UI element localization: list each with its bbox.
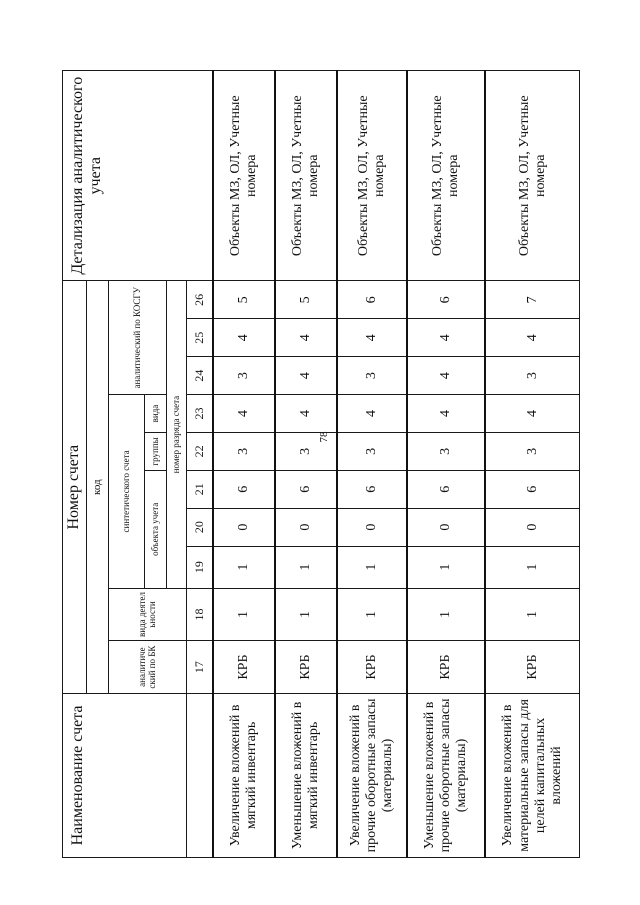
cell-21: 6: [275, 470, 337, 508]
cell-25: 4: [337, 319, 407, 357]
empty-cell: [187, 693, 213, 857]
row-detail: Объекты МЗ, ОЛ, Учетные номера: [275, 71, 337, 281]
cell-19: 1: [213, 546, 275, 588]
cell-17: КРБ: [337, 641, 407, 694]
cell-20: 0: [337, 508, 407, 546]
header-account-number: Номер счета: [63, 281, 87, 693]
cell-24: 3: [337, 357, 407, 395]
header-code: код: [87, 281, 109, 693]
cell-22: 3: [485, 432, 579, 470]
row-detail: Объекты МЗ, ОЛ, Учетные номера: [407, 71, 485, 281]
cell-21: 6: [485, 470, 579, 508]
digit-19: 19: [187, 546, 213, 588]
header-synthetic: синтетического счета: [109, 395, 145, 589]
table-row: [213, 71, 275, 858]
cell-24: 3: [213, 357, 275, 395]
cell-19: 1: [485, 546, 579, 588]
cell-18: 1: [275, 588, 337, 641]
cell-23: 4: [213, 395, 275, 433]
cell-20: 0: [407, 508, 485, 546]
table-row: [337, 71, 407, 858]
digit-25: 25: [187, 319, 213, 357]
cell-22: 3: [275, 432, 337, 470]
cell-26: 5: [213, 281, 275, 319]
cell-25: 4: [213, 319, 275, 357]
header-activity-type: вида деятел ьности: [109, 588, 187, 641]
cell-21: 6: [337, 470, 407, 508]
header-kind: вида: [145, 395, 167, 433]
digit-23: 23: [187, 395, 213, 433]
cell-26: 7: [485, 281, 579, 319]
page-number: 78: [318, 431, 330, 443]
table-row: [485, 71, 579, 858]
cell-23: 4: [337, 395, 407, 433]
header-group: группы: [145, 432, 167, 470]
row-name: Уменьшение вложений в прочие оборотные запасы (материалы): [407, 693, 485, 857]
row-detail: Объекты МЗ, ОЛ, Учетные номера: [213, 71, 275, 281]
cell-17: КРБ: [213, 641, 275, 694]
row-name: Уменьшение вложений в мягкий инвентарь: [275, 693, 337, 857]
cell-23: 4: [485, 395, 579, 433]
cell-19: 1: [275, 546, 337, 588]
cell-25: 4: [485, 319, 579, 357]
header-account-object: объекта учета: [145, 470, 167, 588]
cell-18: 1: [337, 588, 407, 641]
digit-24: 24: [187, 357, 213, 395]
row-name: Увеличение вложений в мягкий инвентарь: [213, 693, 275, 857]
header-detail: Детализация аналитического учета: [63, 71, 213, 281]
cell-22: 3: [337, 432, 407, 470]
table-row: [407, 71, 485, 858]
header-analytic-bk: аналитиче ский по БК: [109, 641, 187, 694]
cell-18: 1: [407, 588, 485, 641]
cell-24: 4: [407, 357, 485, 395]
header-analytic-kosgu: аналитический по КОСГУ: [109, 281, 167, 395]
cell-24: 3: [485, 357, 579, 395]
rotated-table-container: [62, 70, 580, 858]
cell-17: КРБ: [485, 641, 579, 694]
cell-26: 5: [275, 281, 337, 319]
header-account-name: Наименование счета: [63, 693, 187, 857]
header-digit-number: номер разряда счета: [167, 281, 187, 588]
digit-26: 26: [187, 281, 213, 319]
cell-23: 4: [407, 395, 485, 433]
cell-22: 3: [213, 432, 275, 470]
cell-17: КРБ: [275, 641, 337, 694]
cell-21: 6: [407, 470, 485, 508]
digit-18: 18: [187, 588, 213, 641]
accounts-table: [62, 70, 580, 858]
digit-17: 17: [187, 641, 213, 694]
row-name: Увеличение вложений в материальные запасы для целей капитальных вложений: [485, 693, 579, 857]
cell-26: 6: [407, 281, 485, 319]
cell-19: 1: [407, 546, 485, 588]
cell-21: 6: [213, 470, 275, 508]
cell-22: 3: [407, 432, 485, 470]
digit-20: 20: [187, 508, 213, 546]
cell-20: 0: [485, 508, 579, 546]
cell-24: 4: [275, 357, 337, 395]
cell-25: 4: [275, 319, 337, 357]
cell-20: 0: [275, 508, 337, 546]
row-detail: Объекты МЗ, ОЛ, Учетные номера: [485, 71, 579, 281]
cell-26: 6: [337, 281, 407, 319]
cell-23: 4: [275, 395, 337, 433]
cell-19: 1: [337, 546, 407, 588]
digit-21: 21: [187, 470, 213, 508]
cell-20: 0: [213, 508, 275, 546]
cell-17: КРБ: [407, 641, 485, 694]
cell-25: 4: [407, 319, 485, 357]
row-detail: Объекты МЗ, ОЛ, Учетные номера: [337, 71, 407, 281]
digit-22: 22: [187, 432, 213, 470]
cell-18: 1: [485, 588, 579, 641]
cell-18: 1: [213, 588, 275, 641]
row-name: Увеличение вложений в прочие оборотные запасы (материалы): [337, 693, 407, 857]
table-row: [275, 71, 337, 858]
